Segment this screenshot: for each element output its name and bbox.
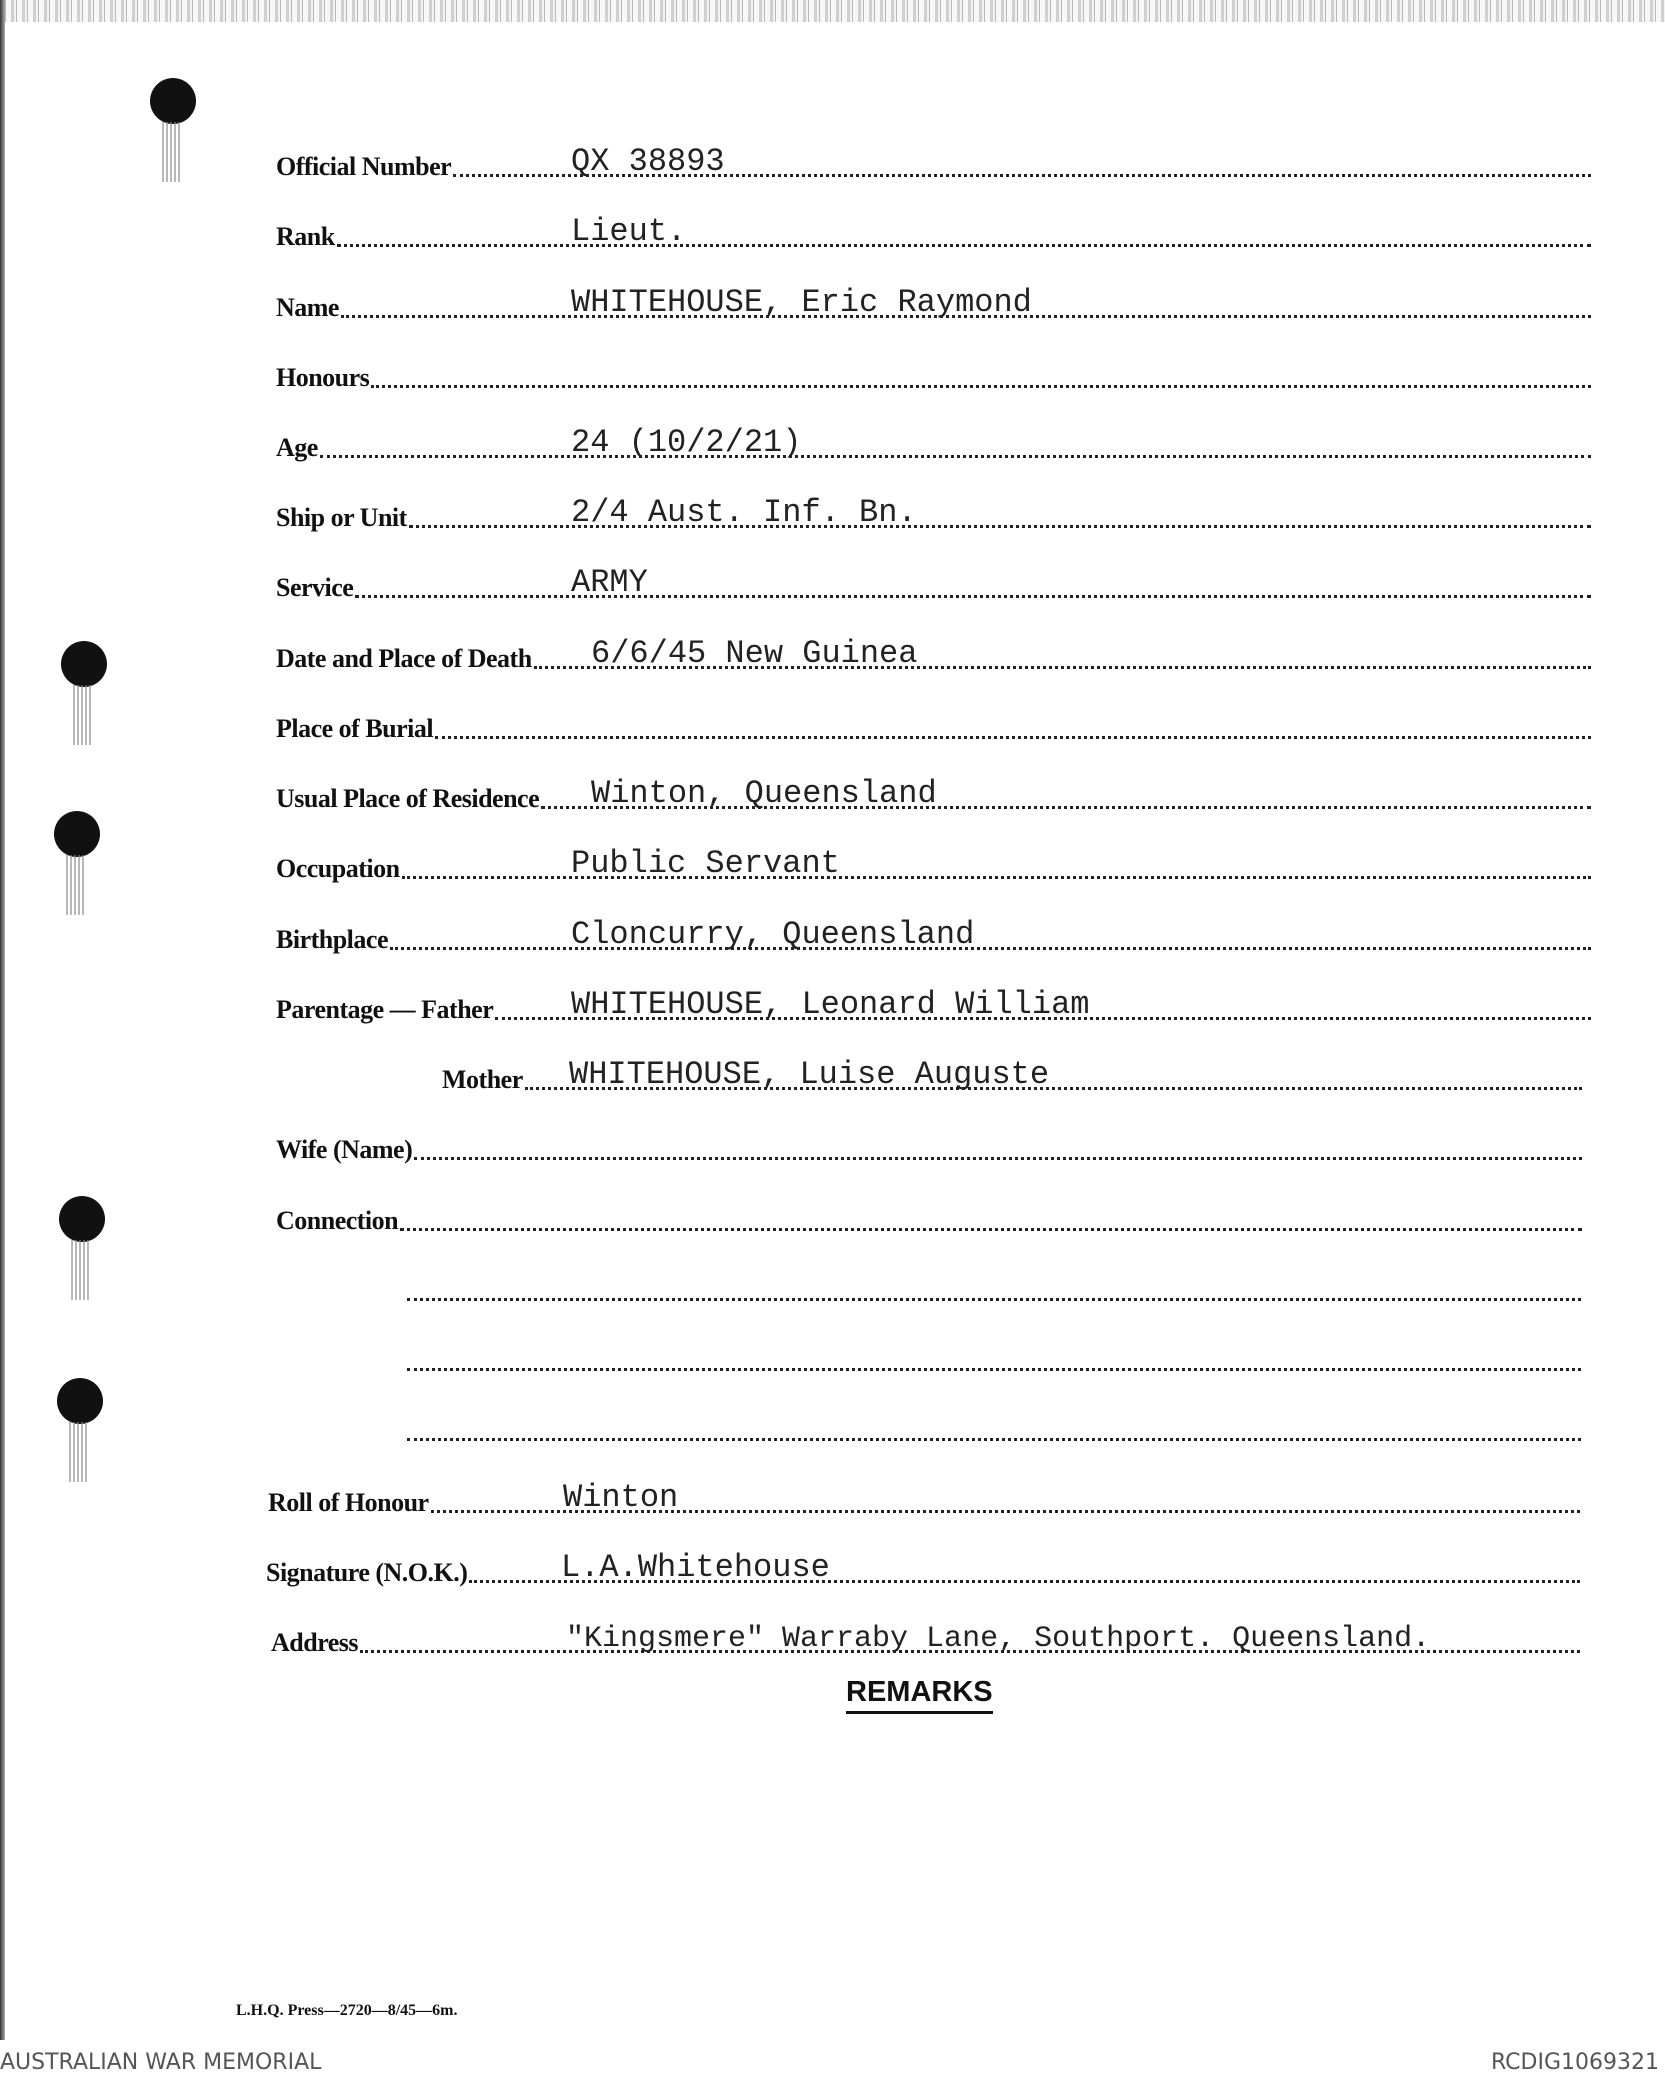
footer-source: AUSTRALIAN WAR MEMORIAL	[0, 2050, 322, 2075]
field-address	[271, 1616, 1580, 1656]
field-label: Connection	[276, 1206, 399, 1235]
dotted-leader	[371, 385, 1591, 388]
field-age	[276, 421, 1591, 461]
field-value: "Kingsmere" Warraby Lane, Southport. Queensland.	[566, 1622, 1431, 1656]
field-value: Winton	[563, 1479, 679, 1516]
field-value: 2/4 Aust. Inf. Bn.	[571, 494, 917, 531]
punch-hole	[54, 811, 100, 857]
field-value: Winton, Queensland	[591, 775, 937, 812]
remarks-heading: REMARKS	[846, 1676, 993, 1714]
connection-line	[405, 1334, 1581, 1374]
dotted-leader	[400, 1228, 1582, 1231]
field-value: 6/6/45 New Guinea	[591, 635, 918, 672]
field-value: WHITEHOUSE, Luise Auguste	[569, 1056, 1050, 1093]
field-value: WHITEHOUSE, Eric Raymond	[571, 284, 1032, 321]
field-label: Date and Place of Death	[276, 644, 532, 673]
connection-line	[405, 1404, 1581, 1444]
scan-edge-left	[0, 0, 5, 2040]
field-label: Service	[276, 573, 354, 602]
field-label: Signature (N.O.K.)	[266, 1558, 468, 1587]
field-label: Roll of Honour	[268, 1488, 429, 1517]
connection-line	[405, 1264, 1581, 1304]
field-label: Usual Place of Residence	[276, 784, 540, 813]
punch-hole	[57, 1378, 103, 1424]
field-label: Age	[276, 433, 318, 462]
field-name	[276, 281, 1591, 321]
field-value: WHITEHOUSE, Leonard William	[571, 986, 1090, 1023]
field-roll-of-honour	[268, 1476, 1580, 1516]
dotted-leader	[407, 1368, 1581, 1371]
field-service	[276, 561, 1591, 601]
field-label: Birthplace	[276, 925, 388, 954]
field-value: QX 38893	[571, 143, 725, 180]
footer-id: RCDIG1069321	[1490, 2050, 1659, 2075]
field-birthplace	[276, 913, 1591, 953]
field-value: ARMY	[571, 564, 648, 601]
dotted-leader	[407, 1438, 1581, 1441]
field-value: 24 (10/2/21)	[571, 424, 802, 461]
field-label: Name	[276, 293, 339, 322]
dotted-leader	[320, 455, 1591, 458]
press-mark: L.H.Q. Press—2720—8/45—6m.	[236, 2002, 458, 2019]
dotted-leader	[414, 1157, 1582, 1160]
field-label: Honours	[276, 363, 370, 392]
field-date-place-of-death	[276, 632, 1591, 672]
field-label: Parentage — Father	[276, 995, 494, 1024]
field-ship-or-unit	[276, 491, 1591, 531]
field-label: Rank	[276, 222, 335, 251]
field-father	[276, 983, 1591, 1023]
field-occupation	[276, 842, 1591, 882]
dotted-leader	[355, 595, 1591, 598]
field-usual-residence	[276, 772, 1591, 812]
field-place-of-burial	[276, 702, 1591, 742]
field-label: Mother	[442, 1065, 523, 1094]
punch-hole	[61, 641, 107, 687]
dotted-leader	[407, 1298, 1581, 1301]
field-value: Cloncurry, Queensland	[571, 916, 975, 953]
field-value: Lieut.	[571, 213, 687, 250]
dotted-leader	[435, 736, 1591, 739]
field-label: Ship or Unit	[276, 503, 407, 532]
punch-hole	[59, 1196, 105, 1242]
field-label: Wife (Name)	[276, 1135, 413, 1164]
scan-edge-top	[0, 0, 1665, 22]
field-rank	[276, 210, 1591, 250]
field-mother	[442, 1053, 1582, 1093]
field-value: Public Servant	[571, 845, 840, 882]
field-label: Occupation	[276, 854, 400, 883]
field-wife	[276, 1123, 1582, 1163]
field-honours	[276, 351, 1591, 391]
field-label: Official Number	[276, 152, 452, 181]
dotted-leader	[337, 244, 1591, 247]
punch-hole	[150, 78, 196, 124]
field-label: Place of Burial	[276, 714, 434, 743]
field-signature-nok	[266, 1546, 1580, 1586]
field-official-number	[276, 140, 1591, 180]
field-label: Address	[271, 1628, 359, 1657]
field-connection	[276, 1194, 1582, 1234]
field-value: L.A.Whitehouse	[561, 1549, 830, 1586]
